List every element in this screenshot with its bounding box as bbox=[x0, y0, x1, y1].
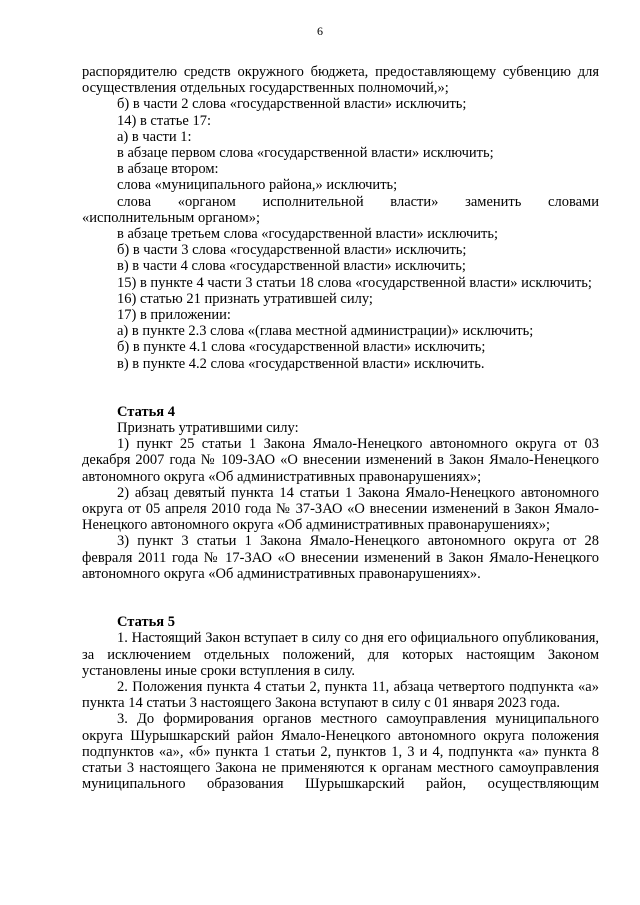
paragraph: 15) в пункте 4 части 3 статьи 18 слова «государственной власти» исключить; bbox=[117, 274, 592, 291]
article-5-item: 3. До формирования органов местного самоуправления муниципального округа Шурышкарский район Ямало-Ненецкого автономного округа положения подпунктов «а», «б» пункта 1 статьи 2, пунктов 1, 3 и 4, подпункта «а» пункта 8 статьи 3 настоящего Закона не применяются к органам местного самоуправления муниципального образования Шурышкарский район, осуществляющим bbox=[82, 711, 599, 793]
article-5-item: 2. Положения пункта 4 статьи 2, пункта 11, абзаца четвертого подпункта «а» пункта 14 статьи 3 настоящего Закона вступают в силу с 01 января 2023 года. bbox=[82, 678, 599, 712]
paragraph: в абзаце первом слова «государственной власти» исключить; bbox=[117, 145, 494, 162]
article-4-heading: Статья 4 bbox=[117, 403, 175, 420]
paragraph: б) в части 3 слова «государственной власти» исключить; bbox=[117, 242, 467, 259]
article-4-intro: Признать утратившими силу: bbox=[117, 420, 299, 437]
paragraph: в) в части 4 слова «государственной власти» исключить; bbox=[117, 258, 466, 275]
paragraph: распорядителю средств окружного бюджета, предоставляющему субвенцию для осуществления отдельных государственных полномочий,»; bbox=[82, 64, 599, 97]
paragraph: слова «органом исполнительной власти» заменить словами «исполнительным органом»; bbox=[82, 193, 599, 226]
paragraph: 17) в приложении: bbox=[117, 307, 231, 324]
article-5-item: 1. Настоящий Закон вступает в силу со дня его официального опубликования, за исключением отдельных положений, для которых настоящим Законом установлены иные сроки вступления в силу. bbox=[82, 630, 599, 679]
paragraph: в) в пункте 4.2 слова «государственной власти» исключить. bbox=[117, 355, 485, 372]
paragraph: 16) статью 21 признать утратившей силу; bbox=[117, 290, 373, 307]
page-number: 6 bbox=[317, 24, 323, 38]
paragraph: а) в пункте 2.3 слова «(глава местной администрации)» исключить; bbox=[117, 323, 534, 340]
document-body bbox=[82, 64, 599, 792]
paragraph: а) в части 1: bbox=[117, 128, 192, 145]
article-5-heading: Статья 5 bbox=[117, 614, 175, 631]
paragraph: б) в пункте 4.1 слова «государственной власти» исключить; bbox=[117, 339, 486, 356]
article-4-item: 2) абзац девятый пункта 14 статьи 1 Закона Ямало-Ненецкого автономного округа от 05 апреля 2010 года № 37-ЗАО «О внесении изменений в Закон Ямало-Ненецкого автономного округа «Об административных правонарушениях»; bbox=[82, 484, 599, 534]
article-4-item: 3) пункт 3 статьи 1 Закона Ямало-Ненецкого автономного округа от 28 февраля 2011 года № 17-ЗАО «О внесении изменений в Закон Ямало-Ненецкого автономного округа «Об административных правонарушениях». bbox=[82, 533, 599, 582]
paragraph: в абзаце втором: bbox=[117, 161, 219, 178]
paragraph: слова «муниципального района,» исключить; bbox=[117, 177, 398, 194]
paragraph: в абзаце третьем слова «государственной власти» исключить; bbox=[117, 226, 499, 243]
paragraph: б) в части 2 слова «государственной власти» исключить; bbox=[117, 96, 467, 113]
article-4-item: 1) пункт 25 статьи 1 Закона Ямало-Ненецкого автономного округа от 03 декабря 2007 года № 109-ЗАО «О внесении изменений в Закон Ямало-Ненецкого автономного округа «Об административных правонарушениях»; bbox=[82, 436, 599, 485]
paragraph: 14) в статье 17: bbox=[117, 112, 211, 129]
